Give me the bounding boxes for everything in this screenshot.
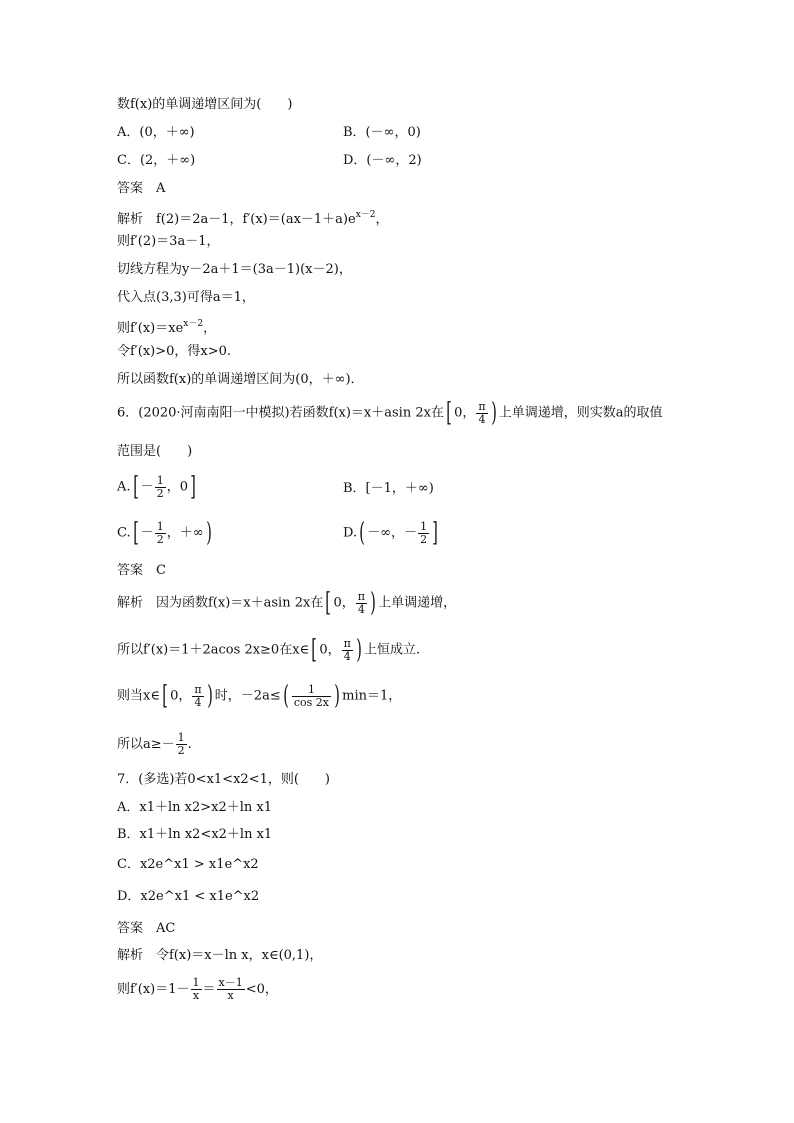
fraction-pi-over-4 xyxy=(342,638,353,663)
fraction-one-over-cos xyxy=(292,684,331,709)
denominator: 2 xyxy=(177,744,185,757)
q6-option-b: B．[－1，＋∞) xyxy=(343,481,434,496)
right-paren: ) xyxy=(356,635,362,665)
numerator: π xyxy=(357,589,365,603)
solution-text: 所以f′(x)＝1＋2acos 2x≥0在x∈ xyxy=(117,642,310,658)
fraction-one-half xyxy=(418,521,429,546)
solution-text: 所以a≥－ xyxy=(117,737,175,752)
right-paren: ) xyxy=(370,588,376,618)
exponent: x－2 xyxy=(355,210,376,220)
denominator: 4 xyxy=(478,412,486,426)
numerator: π xyxy=(478,399,486,413)
q5-solution-line2: 则f′(2)＝3a－1， xyxy=(117,234,220,249)
numerator: 1 xyxy=(156,473,164,487)
numerator: π xyxy=(343,636,351,650)
fraction-pi-over-4 xyxy=(356,591,367,616)
right-paren: ) xyxy=(334,681,340,711)
q6-stem-line2: 范围是( ) xyxy=(117,444,193,459)
comma: ， xyxy=(375,212,389,227)
interval-start: 0， xyxy=(454,405,476,421)
q5-solution-line3: 切线方程为y－2a＋1＝(3a－1)(x－2)， xyxy=(117,262,352,277)
q5-answer: 答案 A xyxy=(117,181,166,196)
fraction-one-half xyxy=(176,732,187,757)
denominator: 2 xyxy=(156,486,164,500)
option-text: －∞，－ xyxy=(367,525,418,541)
q7-solution-line2 xyxy=(117,977,278,1002)
minus-sign: － xyxy=(140,479,154,495)
q5-option-a: A．(0，＋∞) xyxy=(117,125,195,140)
q5-stem-continuation: 数f(x)的单调递增区间为( ) xyxy=(117,97,293,112)
right-bracket: ] xyxy=(432,518,438,548)
q5-option-c: C．(2，＋∞) xyxy=(117,153,196,168)
left-bracket: [ xyxy=(132,472,139,502)
numerator: 1 xyxy=(192,976,200,989)
q6-stem-text: 6．(2020·河南南阳一中模拟)若函数f(x)＝x＋asin 2x在 xyxy=(117,405,444,421)
q6-stem-end: 上单调递增，则实数a的取值 xyxy=(498,405,663,421)
numerator: 1 xyxy=(292,684,331,697)
q5-solution-line4: 代入点(3,3)可得a＝1， xyxy=(117,290,255,305)
equals-sign: ＝ xyxy=(202,982,216,997)
minus-sign: － xyxy=(140,525,154,541)
solution-text-end: 上恒成立. xyxy=(364,642,421,658)
q7-stem: 7．(多选)若0<x1<x2<1，则( ) xyxy=(117,772,330,787)
interval-start: 0， xyxy=(319,642,341,658)
comma: ， xyxy=(203,321,217,336)
q6-solution-line1 xyxy=(117,590,456,616)
option-label: D. xyxy=(343,525,358,541)
q6-option-a xyxy=(117,474,198,500)
left-bracket: [ xyxy=(132,518,139,548)
q5-solution-line7: 所以函数f(x)的单调递增区间为(0，＋∞)． xyxy=(117,372,364,387)
q7-option-c: C．x2e^x1 > x1e^x2 xyxy=(117,857,259,872)
denominator: 2 xyxy=(156,532,164,546)
denominator: x xyxy=(227,989,234,1002)
q5-solution-line5 xyxy=(117,315,216,338)
solution-text: 则f′(x)＝1－ xyxy=(117,982,190,997)
denominator: 4 xyxy=(357,602,365,616)
fraction-one-over-x xyxy=(191,977,202,1002)
left-bracket: [ xyxy=(162,681,168,711)
solution-text: 解析 因为函数f(x)＝x＋asin 2x在 xyxy=(117,595,324,611)
q6-solution-line3 xyxy=(117,683,401,709)
left-paren: ( xyxy=(359,518,365,548)
q5-solution-line6: 令f′(x)>0，得x>0. xyxy=(117,344,232,359)
q6-answer: 答案 C xyxy=(117,563,166,578)
option-label: A. xyxy=(117,479,131,495)
q5-solution-text: 解析 f(2)＝2a－1，f′(x)＝(ax－1＋a)e xyxy=(117,212,356,227)
q7-solution-line1: 解析 令f(x)＝x－ln x，x∈(0,1)， xyxy=(117,948,323,963)
left-bracket: [ xyxy=(446,398,452,428)
interval-start: 0， xyxy=(170,688,192,704)
option-text: ，＋∞ xyxy=(166,525,204,541)
q7-option-d: D．x2e^x1 < x1e^x2 xyxy=(117,889,260,904)
solution-text-end: min＝1， xyxy=(342,688,402,704)
denominator: cos 2x xyxy=(293,695,330,709)
left-bracket: [ xyxy=(311,635,318,665)
option-label: C. xyxy=(117,525,131,541)
q6-solution-line2 xyxy=(117,637,420,663)
q5-option-d: D．(－∞，2) xyxy=(343,153,422,168)
numerator: x－1 xyxy=(218,976,243,989)
q6-stem xyxy=(117,400,663,426)
numerator: 1 xyxy=(177,731,185,744)
q7-answer: 答案 AC xyxy=(117,921,176,936)
solution-text: 则当x∈ xyxy=(117,688,160,704)
solution-text-mid: 时，－2a≤ xyxy=(214,688,281,704)
right-paren: ) xyxy=(490,398,497,428)
fraction-one-half xyxy=(155,521,166,546)
fraction-x-minus-1-over-x xyxy=(217,977,245,1002)
q7-option-b: B．x1＋ln x2<x2＋ln x1 xyxy=(117,827,273,842)
fraction-pi-over-4 xyxy=(476,401,487,426)
denominator: 4 xyxy=(194,695,202,709)
fraction-pi-over-4 xyxy=(192,684,203,709)
q5-option-b: B．(－∞，0) xyxy=(343,125,421,140)
q6-option-c xyxy=(117,520,214,546)
derivative-text: 则f′(x)＝xe xyxy=(117,321,184,336)
left-bracket: [ xyxy=(325,588,332,618)
right-paren: ) xyxy=(206,681,213,711)
left-paren: ( xyxy=(283,681,289,711)
denominator: 2 xyxy=(420,532,428,546)
solution-text-end: <0， xyxy=(245,982,278,997)
numerator: 1 xyxy=(156,519,164,533)
option-text: ，0 xyxy=(166,479,188,495)
right-paren: ) xyxy=(205,518,212,548)
denominator: x xyxy=(192,989,200,1002)
q6-solution-line4: 所以a≥－ $\frac{1}{2}$ . xyxy=(117,731,192,757)
exponent: x－2 xyxy=(183,319,204,329)
interval-start: 0， xyxy=(333,595,355,611)
solution-text-end: 上单调递增， xyxy=(378,595,457,611)
q5-solution-line1 xyxy=(117,206,389,229)
right-bracket: ] xyxy=(190,472,196,502)
q7-option-a: A．x1＋ln x2>x2＋ln x1 xyxy=(117,800,273,815)
denominator: 4 xyxy=(343,649,351,663)
q6-option-d xyxy=(343,520,440,546)
fraction-one-half xyxy=(155,475,166,500)
numerator: π xyxy=(194,682,202,696)
numerator: 1 xyxy=(420,519,428,533)
